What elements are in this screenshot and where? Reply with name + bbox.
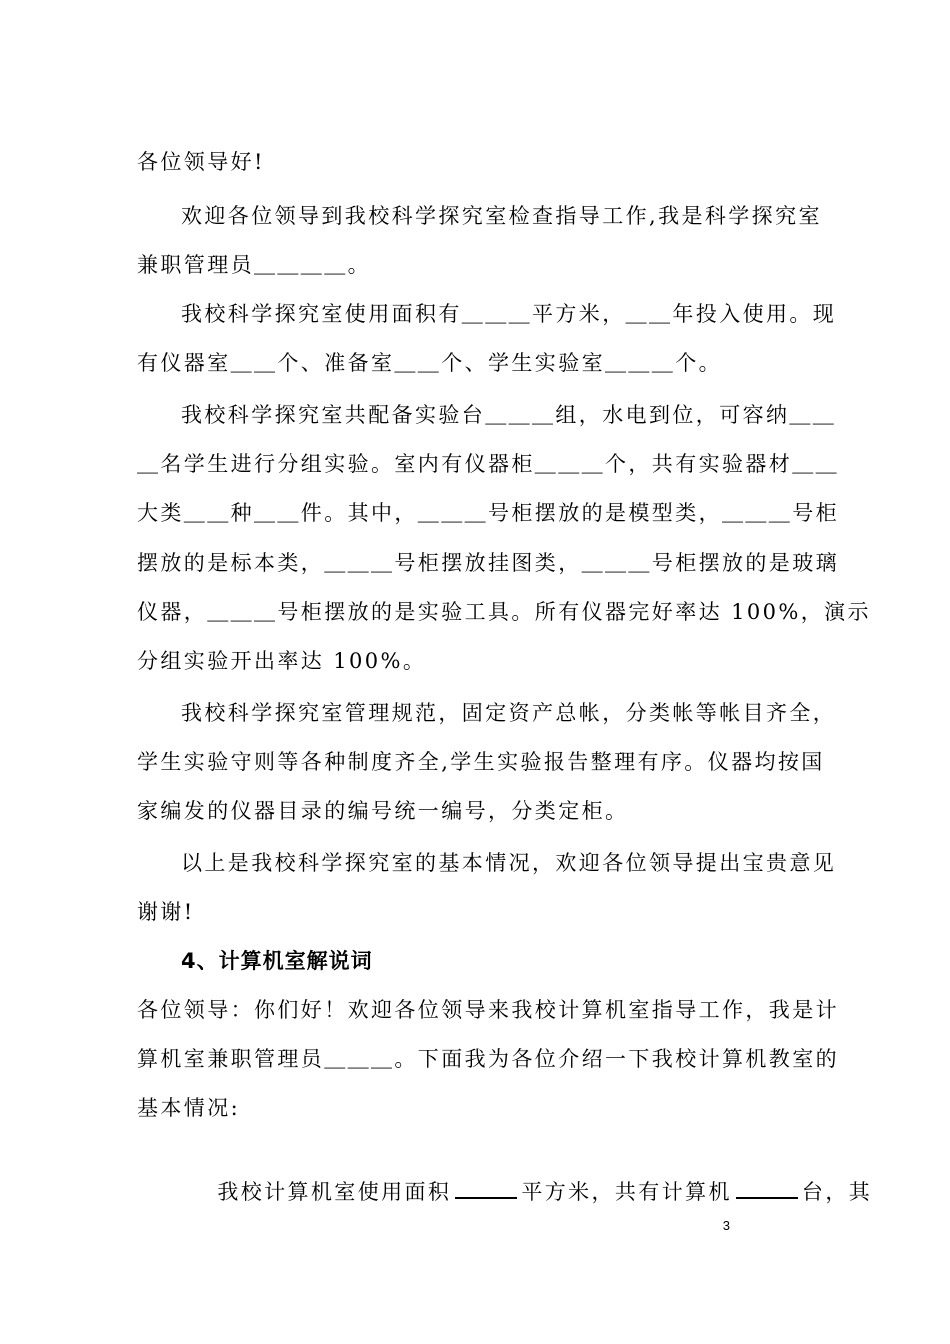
- paragraph-7-text-a: 我校计算机室使用面积: [217, 1180, 452, 1204]
- page-number: 3: [722, 1218, 730, 1233]
- greeting: 各位领导好!: [137, 150, 265, 174]
- paragraph-3-line-2: ＿名学生进行分组实验。室内有仪器柜＿＿＿个，共有实验器材＿＿: [137, 452, 839, 476]
- computer-count-blank: [736, 1175, 798, 1199]
- paragraph-6-line-2: 算机室兼职管理员＿＿＿。下面我为各位介绍一下我校计算机教室的: [137, 1047, 839, 1071]
- paragraph-5-line-1: 以上是我校科学探究室的基本情况，欢迎各位领导提出宝贵意见: [181, 851, 837, 875]
- area-blank: [455, 1175, 517, 1199]
- paragraph-6-line-3: 基本情况:: [137, 1096, 241, 1120]
- paragraph-7-text-c: 台，其: [801, 1180, 873, 1204]
- paragraph-7-text-b: 平方米，共有计算机: [521, 1180, 732, 1204]
- paragraph-1-line-1: 欢迎各位领导到我校科学探究室检查指导工作,我是科学探究室: [181, 204, 822, 228]
- paragraph-3-line-6: 分组实验开出率达 100%。: [137, 649, 427, 673]
- paragraph-4-line-3: 家编发的仪器目录的编号统一编号，分类定柜。: [137, 799, 629, 823]
- paragraph-3-line-1: 我校科学探究室共配备实验台＿＿＿组，水电到位，可容纳＿＿: [181, 403, 837, 427]
- paragraph-2-line-2: 有仪器室＿＿个、准备室＿＿个、学生实验室＿＿＿个。: [137, 351, 722, 375]
- paragraph-3-line-3: 大类＿＿种＿＿件。其中，＿＿＿号柜摆放的是模型类，＿＿＿号柜: [137, 501, 839, 525]
- paragraph-4-line-1: 我校科学探究室管理规范，固定资产总帐，分类帐等帐目齐全，: [181, 701, 837, 725]
- paragraph-2-line-1: 我校科学探究室使用面积有＿＿＿平方米，＿＿年投入使用。现: [181, 302, 837, 326]
- paragraph-3-line-5: 仪器，＿＿＿号柜摆放的是实验工具。所有仪器完好率达 100%，演示: [137, 600, 871, 624]
- paragraph-3-line-4: 摆放的是标本类，＿＿＿号柜摆放挂图类，＿＿＿号柜摆放的是玻璃: [137, 551, 839, 575]
- paragraph-4-line-2: 学生实验守则等各种制度齐全,学生实验报告整理有序。仪器均按国: [137, 750, 825, 774]
- section-heading: 4、计算机室解说词: [181, 949, 373, 973]
- paragraph-7-line-1: [181, 1145, 873, 1204]
- paragraph-5-line-2: 谢谢!: [137, 900, 195, 924]
- paragraph-1-line-2: 兼职管理员＿＿＿＿。: [137, 253, 371, 277]
- paragraph-6-line-1: 各位领导：你们好！欢迎各位领导来我校计算机室指导工作，我是计: [137, 998, 839, 1022]
